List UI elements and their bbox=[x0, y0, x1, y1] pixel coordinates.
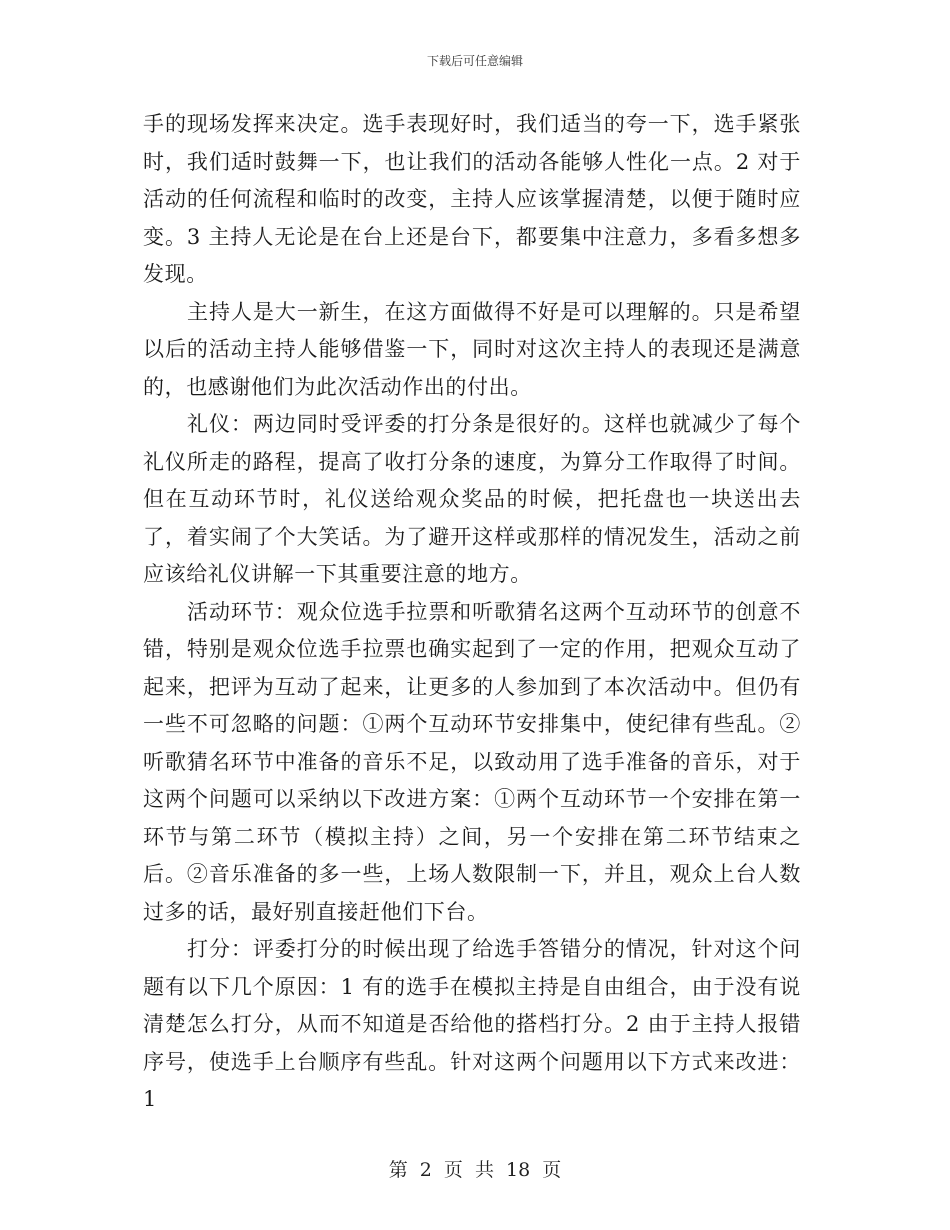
paragraph-activity: 活动环节：观众位选手拉票和听歌猜名这两个互动环节的创意不错，特别是观众位选手拉票也确实起到了一定的作用，把观众互动了起来，把评为互动了起来，让更多的人参加到了本次活动中。但仍有一些不可忽略的问题：①两个互动环节安排集中，使纪律有些乱。②听歌猜名环节中准备的音乐不足，以致动用了选手准备的音乐，对于这两个问题可以采纳以下改进方案：①两个互动环节一个安排在第一环节与第二环节（模拟主持）之间，另一个安排在第二环节结束之后。②音乐准备的多一些，上场人数限制一下，并且，观众上台人数过多的话，最好别直接赶他们下台。 bbox=[143, 599, 801, 924]
paragraph-continuation: 手的现场发挥来决定。选手表现好时，我们适当的夸一下，选手紧张时，我们适时鼓舞一下，也让我们的活动各能够人性化一点。2 对于活动的任何流程和临时的改变，主持人应该掌握清楚，以便于随时应变。3 主持人无论是在台上还是台下，都要集中注意力，多看多想多发现。 bbox=[143, 112, 801, 286]
document-body bbox=[143, 106, 801, 1119]
paragraph-scoring: 打分：评委打分的时候出现了给选手答错分的情况，针对这个问题有以下几个原因：1 有的选手在模拟主持是自由组合，由于没有说清楚怎么打分，从而不知道是否给他的搭档打分。2 由于主持人报错序号，使选手上台顺序有些乱。针对这两个问题用以下方式来改进：1 bbox=[143, 937, 801, 1111]
paragraph-etiquette: 礼仪：两边同时受评委的打分条是很好的。这样也就减少了每个礼仪所走的路程，提高了收打分条的速度，为算分工作取得了时间。但在互动环节时，礼仪送给观众奖品的时候，把托盘也一块送出去了，着实闹了个大笑话。为了避开这样或那样的情况发生，活动之前应该给礼仪讲解一下其重要注意的地方。 bbox=[143, 412, 801, 586]
page-header: 下载后可任意编辑 bbox=[426, 54, 523, 68]
page-number: 第 2 页 共 18 页 bbox=[388, 1159, 562, 1181]
paragraph-host: 主持人是大一新生，在这方面做得不好是可以理解的。只是希望以后的活动主持人能够借鉴一下，同时对这次主持人的表现还是满意的，也感谢他们为此次活动作出的付出。 bbox=[143, 299, 801, 399]
